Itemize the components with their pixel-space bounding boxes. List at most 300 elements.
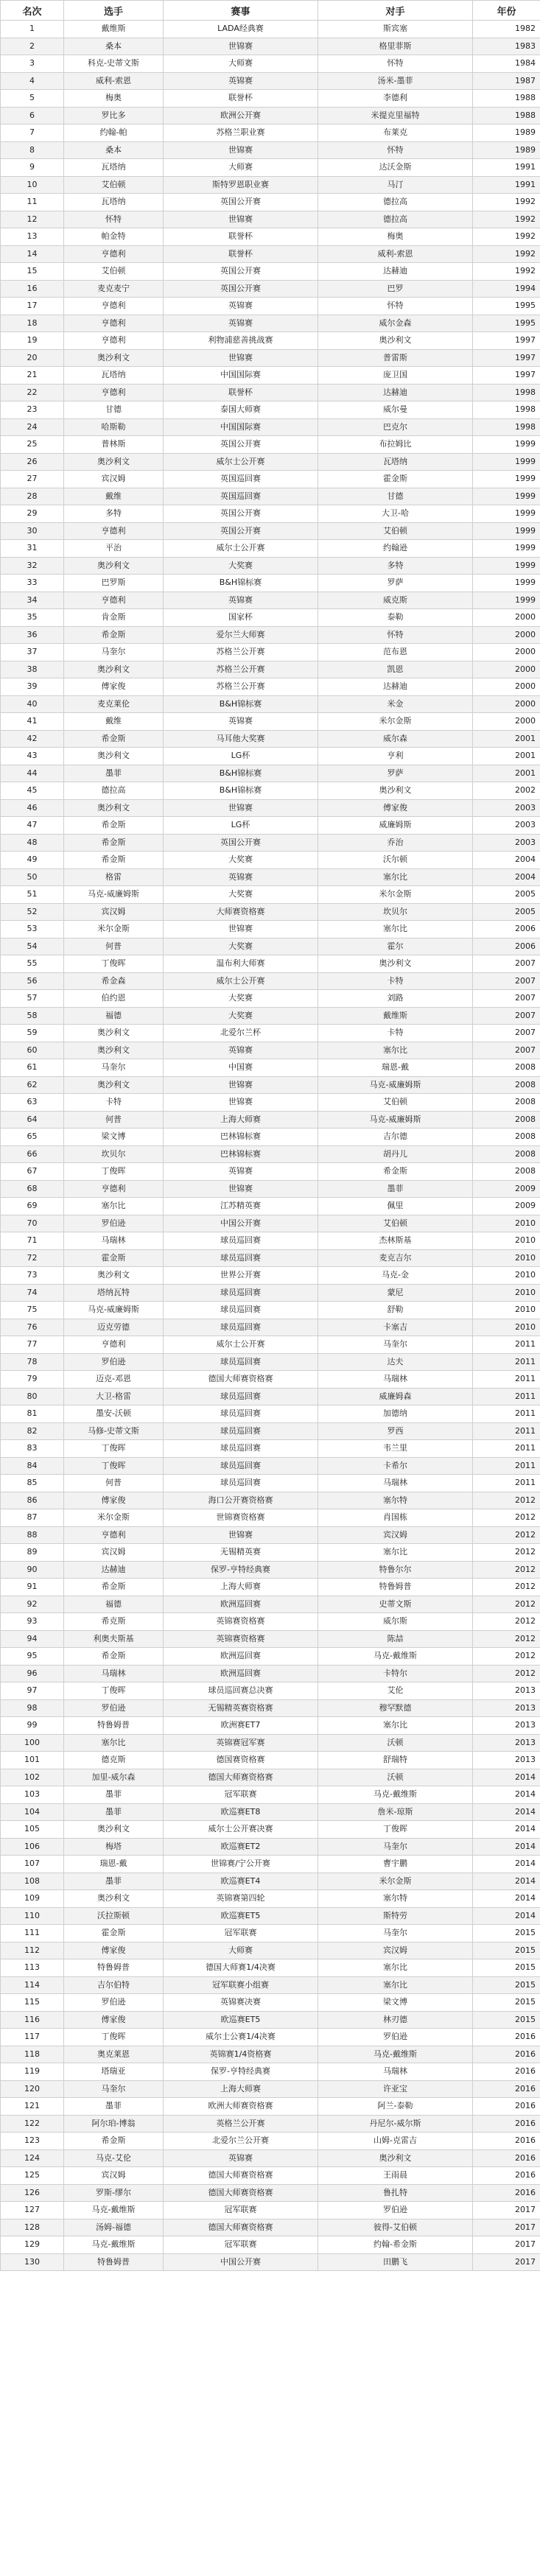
cell-rank: 74 [1,1284,64,1302]
cell-opponent: 威利-索恩 [318,245,473,263]
cell-event: 利物浦慈善挑战赛 [164,332,318,350]
cell-year: 1999 [473,453,540,471]
table-row [1,522,540,540]
cell-rank: 48 [1,834,64,852]
cell-year: 2009 [473,1180,540,1198]
table-row [1,2133,540,2150]
cell-event: 泰国大师赛 [164,401,318,419]
cell-year: 2001 [473,765,540,782]
cell-opponent: 威尔曼 [318,401,473,419]
cell-opponent: 罗西 [318,1422,473,1440]
cell-opponent: 卡特尔 [318,1665,473,1682]
cell-year: 1999 [473,540,540,558]
table-row [1,1907,540,1925]
cell-event: 欧巡赛ET8 [164,1803,318,1821]
cell-year: 2011 [473,1388,540,1405]
table-row [1,418,540,436]
cell-opponent: 达赫迪 [318,384,473,401]
cell-rank: 42 [1,730,64,748]
cell-player: 塞尔比 [64,1734,164,1752]
cell-opponent: 卡特 [318,1025,473,1042]
cell-rank: 88 [1,1526,64,1544]
cell-year: 2013 [473,1734,540,1752]
cell-event: 英锦赛资格赛 [164,1613,318,1631]
cell-opponent: 约翰-希金斯 [318,2236,473,2254]
cell-event: 苏格兰公开赛 [164,678,318,696]
table-row [1,1630,540,1648]
cell-rank: 118 [1,2046,64,2063]
cell-rank: 123 [1,2133,64,2150]
table-row [1,1613,540,1631]
cell-year: 1998 [473,418,540,436]
cell-player: 马奎尔 [64,644,164,661]
cell-opponent: 米尔金斯 [318,886,473,904]
cell-player: 瓦塔纳 [64,159,164,177]
table-row [1,55,540,73]
table-row [1,1215,540,1232]
cell-player: 坎贝尔 [64,1145,164,1163]
cell-rank: 28 [1,488,64,505]
cell-player: 奥沙利文 [64,1890,164,1908]
cell-opponent: 巴罗 [318,280,473,298]
cell-event: 英国巡回赛 [164,471,318,488]
cell-rank: 102 [1,1769,64,1786]
cell-opponent: 霍金斯 [318,471,473,488]
cell-player: 奥沙利文 [64,799,164,817]
cell-opponent: 戴维斯 [318,1007,473,1025]
cell-year: 2008 [473,1059,540,1077]
cell-opponent: 威尔金森 [318,315,473,332]
cell-event: 世锦赛 [164,1094,318,1112]
cell-year: 2014 [473,1856,540,1873]
cell-rank: 109 [1,1890,64,1908]
cell-player: 霍金斯 [64,1925,164,1942]
cell-event: 德国大师赛资格赛 [164,1769,318,1786]
cell-year: 2014 [473,1786,540,1804]
cell-year: 2000 [473,695,540,713]
cell-event: 世锦赛 [164,799,318,817]
table-row [1,1942,540,1959]
table-row [1,1994,540,2012]
cell-opponent: 达沃金斯 [318,159,473,177]
cell-opponent: 汤米-墨菲 [318,72,473,90]
cell-player: 马修-史蒂文斯 [64,1422,164,1440]
cell-player: 何普 [64,938,164,955]
cell-player: 戴维 [64,713,164,731]
table-row [1,575,540,592]
cell-event: 英锦赛 [164,1042,318,1059]
cell-rank: 76 [1,1319,64,1336]
table-header-row [1,1,540,21]
cell-rank: 31 [1,540,64,558]
cell-rank: 114 [1,1976,64,1994]
cell-year: 2012 [473,1665,540,1682]
cell-opponent: 林刃德 [318,2011,473,2029]
cell-year: 2000 [473,609,540,627]
cell-event: 苏格兰公开赛 [164,661,318,678]
table-row [1,609,540,627]
table-row [1,678,540,696]
cell-event: 英国巡回赛 [164,488,318,505]
cell-event: 欧洲赛ET7 [164,1717,318,1735]
cell-year: 2004 [473,852,540,869]
table-row [1,695,540,713]
cell-player: 何普 [64,1475,164,1492]
cell-year: 2016 [473,2080,540,2098]
cell-event: B&H锦标赛 [164,765,318,782]
cell-opponent: 坎贝尔 [318,903,473,921]
cell-rank: 13 [1,228,64,246]
cell-rank: 107 [1,1856,64,1873]
cell-year: 2001 [473,730,540,748]
cell-opponent: 马克-戴维斯 [318,2046,473,2063]
table-row [1,1786,540,1804]
cell-opponent: 米金 [318,695,473,713]
cell-rank: 8 [1,141,64,159]
cell-event: 中国公开赛 [164,1215,318,1232]
cell-rank: 106 [1,1838,64,1856]
cell-year: 2008 [473,1076,540,1094]
table-row [1,2046,540,2063]
cell-year: 1988 [473,90,540,108]
cell-player: 沃拉斯顿 [64,1907,164,1925]
table-row [1,1198,540,1215]
cell-event: B&H锦标赛 [164,782,318,800]
cell-rank: 111 [1,1925,64,1942]
cell-player: 瓦塔纳 [64,194,164,211]
cell-event: 世锦赛资格赛 [164,1509,318,1527]
cell-rank: 89 [1,1544,64,1562]
cell-player: 特鲁姆普 [64,1959,164,1977]
cell-event: 大奖赛 [164,938,318,955]
cell-event: 世锦赛 [164,1180,318,1198]
cell-year: 2012 [473,1579,540,1596]
cell-rank: 29 [1,505,64,523]
cell-rank: 9 [1,159,64,177]
table-row [1,159,540,177]
cell-year: 1991 [473,176,540,194]
cell-year: 2011 [473,1475,540,1492]
cell-opponent: 塞尔比 [318,921,473,938]
cell-year: 2016 [473,2167,540,2185]
cell-player: 甘德 [64,401,164,419]
table-row [1,21,540,38]
cell-year: 1989 [473,141,540,159]
cell-year: 1998 [473,384,540,401]
cell-year: 2005 [473,886,540,904]
cell-rank: 62 [1,1076,64,1094]
cell-rank: 17 [1,298,64,315]
cell-player: 亨德利 [64,332,164,350]
cell-rank: 39 [1,678,64,696]
table-row [1,124,540,142]
table-row [1,1249,540,1267]
cell-event: 威尔士公开赛 [164,1336,318,1354]
cell-opponent: 达赫迪 [318,678,473,696]
cell-rank: 99 [1,1717,64,1735]
cell-rank: 101 [1,1752,64,1769]
cell-event: 欧洲大师赛资格赛 [164,2098,318,2116]
cell-year: 2017 [473,2253,540,2271]
cell-opponent: 塞尔比 [318,1042,473,1059]
cell-event: 巴林锦标赛 [164,1145,318,1163]
cell-opponent: 泰勒 [318,609,473,627]
cell-event: 联誉杯 [164,90,318,108]
cell-opponent: 德拉高 [318,211,473,228]
cell-year: 2006 [473,921,540,938]
cell-rank: 116 [1,2011,64,2029]
table-row [1,938,540,955]
cell-player: 格雷 [64,868,164,886]
table-row [1,280,540,298]
table-row [1,886,540,904]
cell-year: 1994 [473,280,540,298]
cell-rank: 25 [1,436,64,454]
cell-player: 马克-戴维斯 [64,2236,164,2254]
cell-year: 1983 [473,38,540,55]
table-row [1,228,540,246]
cell-rank: 94 [1,1630,64,1648]
header-player: 选手 [64,1,164,21]
cell-event: 世锦赛 [164,349,318,367]
cell-opponent: 马奎尔 [318,1925,473,1942]
cell-opponent: 马汀 [318,176,473,194]
cell-rank: 104 [1,1803,64,1821]
cell-event: 英锦赛 [164,713,318,731]
table-row [1,1302,540,1319]
cell-opponent: 许亚宝 [318,2080,473,2098]
cell-opponent: 吉尔德 [318,1129,473,1146]
cell-opponent: 威尔斯 [318,1613,473,1631]
cell-opponent: 达夫 [318,1353,473,1371]
cell-rank: 50 [1,868,64,886]
cell-event: 球员巡回赛 [164,1284,318,1302]
table-row [1,1976,540,1994]
cell-player: 迈克-邓恩 [64,1371,164,1389]
cell-player: 达赫迪 [64,1561,164,1579]
table-row [1,401,540,419]
cell-rank: 2 [1,38,64,55]
table-row [1,1163,540,1181]
cell-year: 2008 [473,1129,540,1146]
cell-year: 1992 [473,211,540,228]
cell-player: 戴维 [64,488,164,505]
cell-rank: 65 [1,1129,64,1146]
table-row [1,1076,540,1094]
cell-event: LG杯 [164,817,318,835]
cell-rank: 67 [1,1163,64,1181]
cell-rank: 61 [1,1059,64,1077]
cell-opponent: 大卫-哈 [318,505,473,523]
cell-opponent: 马奎尔 [318,1336,473,1354]
table-row [1,38,540,55]
header-rank: 名次 [1,1,64,21]
cell-opponent: 卡希尔 [318,1457,473,1475]
cell-year: 2015 [473,1925,540,1942]
cell-event: 英锦赛决赛 [164,1994,318,2012]
cell-year: 2011 [473,1405,540,1423]
cell-year: 2015 [473,1942,540,1959]
cell-event: 球员巡回赛总决赛 [164,1682,318,1700]
cell-year: 2007 [473,972,540,990]
cell-opponent: 凯恩 [318,661,473,678]
cell-opponent: 斯宾塞 [318,21,473,38]
table-row [1,1665,540,1682]
cell-rank: 129 [1,2236,64,2254]
table-row [1,1803,540,1821]
cell-opponent: 鲁扎特 [318,2184,473,2202]
cell-player: 塞尔比 [64,1198,164,1215]
cell-event: 德国赛资格赛 [164,1752,318,1769]
cell-rank: 108 [1,1873,64,1890]
table-row [1,1648,540,1666]
cell-player: 亨德利 [64,315,164,332]
cell-opponent: 马克-戴维斯 [318,1648,473,1666]
cell-rank: 3 [1,55,64,73]
table-row [1,1422,540,1440]
cell-player: 希金森 [64,972,164,990]
cell-year: 2011 [473,1371,540,1389]
cell-player: 丁俊晖 [64,955,164,973]
cell-event: 威尔士公开赛 [164,540,318,558]
table-row [1,1579,540,1596]
cell-year: 2012 [473,1561,540,1579]
cell-year: 2016 [473,2149,540,2167]
cell-player: 艾伯顿 [64,263,164,281]
cell-rank: 96 [1,1665,64,1682]
cell-opponent: 肖国栋 [318,1509,473,1527]
cell-player: 福德 [64,1596,164,1613]
cell-opponent: 威克斯 [318,592,473,609]
cell-event: 国家杯 [164,609,318,627]
table-row [1,1526,540,1544]
table-row [1,505,540,523]
cell-player: 亨德利 [64,1180,164,1198]
table-row [1,453,540,471]
cell-rank: 37 [1,644,64,661]
cell-event: 球员巡回赛 [164,1422,318,1440]
cell-opponent: 宾汉姆 [318,1942,473,1959]
cell-event: 英锦赛 [164,298,318,315]
cell-event: 中国赛 [164,1059,318,1077]
cell-year: 2013 [473,1699,540,1717]
table-row [1,2098,540,2116]
cell-event: 英锦赛 [164,2149,318,2167]
cell-year: 1988 [473,107,540,124]
cell-player: 巴罗斯 [64,575,164,592]
cell-opponent: 庞卫国 [318,367,473,385]
cell-opponent: 曹宇鹏 [318,1856,473,1873]
cell-opponent: 梅奥 [318,228,473,246]
cell-opponent: 米提克里福特 [318,107,473,124]
cell-event: 球员巡回赛 [164,1249,318,1267]
cell-year: 2005 [473,903,540,921]
table-row [1,1025,540,1042]
cell-player: 希金斯 [64,1648,164,1666]
table-row [1,1596,540,1613]
cell-year: 2015 [473,1959,540,1977]
cell-opponent: 罗伯逊 [318,2202,473,2219]
table-row [1,1856,540,1873]
cell-event: 中国国际赛 [164,418,318,436]
cell-player: 米尔金斯 [64,921,164,938]
cell-rank: 130 [1,2253,64,2271]
cell-player: 奥沙利文 [64,1042,164,1059]
cell-opponent: 佩里 [318,1198,473,1215]
cell-opponent: 米尔金斯 [318,713,473,731]
cell-player: 马克-威廉姆斯 [64,1302,164,1319]
cell-rank: 86 [1,1492,64,1509]
cell-rank: 40 [1,695,64,713]
cell-event: 英锦赛 [164,592,318,609]
cell-opponent: 傅家俊 [318,799,473,817]
cell-year: 2011 [473,1336,540,1354]
cell-player: 墨菲 [64,1803,164,1821]
cell-opponent: 米尔金斯 [318,1873,473,1890]
cell-event: B&H锦标赛 [164,695,318,713]
cell-rank: 103 [1,1786,64,1804]
cell-rank: 35 [1,609,64,627]
cell-player: 亨德利 [64,1526,164,1544]
cell-event: 中国国际赛 [164,367,318,385]
cell-year: 2014 [473,1769,540,1786]
cell-event: 上海大师赛 [164,1111,318,1129]
cell-event: 欧巡赛ET5 [164,1907,318,1925]
cell-player: 迈克劳德 [64,1319,164,1336]
cell-year: 2000 [473,713,540,731]
cell-opponent: 李德利 [318,90,473,108]
table-row [1,1094,540,1112]
cell-year: 2016 [473,2098,540,2116]
table-row [1,349,540,367]
cell-year: 1999 [473,575,540,592]
cell-year: 2014 [473,1907,540,1925]
cell-opponent: 瓦塔纳 [318,453,473,471]
table-row [1,540,540,558]
cell-player: 德克斯 [64,1752,164,1769]
cell-rank: 44 [1,765,64,782]
cell-year: 2014 [473,1821,540,1839]
cell-event: 江苏精英赛 [164,1198,318,1215]
table-row [1,367,540,385]
cell-rank: 23 [1,401,64,419]
cell-opponent: 希金斯 [318,1163,473,1181]
cell-opponent: 约翰逊 [318,540,473,558]
cell-event: 联誉杯 [164,228,318,246]
cell-rank: 60 [1,1042,64,1059]
cell-player: 哈斯勒 [64,418,164,436]
cell-year: 1999 [473,471,540,488]
cell-rank: 5 [1,90,64,108]
cell-player: 希金斯 [64,852,164,869]
cell-opponent: 多特 [318,557,473,575]
cell-player: 吉尔伯特 [64,1976,164,1994]
cell-year: 2016 [473,2029,540,2046]
cell-year: 2007 [473,1025,540,1042]
table-row [1,748,540,765]
cell-rank: 22 [1,384,64,401]
cell-rank: 126 [1,2184,64,2202]
cell-event: 英锦赛1/4资格赛 [164,2046,318,2063]
cell-year: 2016 [473,2046,540,2063]
cell-rank: 78 [1,1353,64,1371]
cell-player: 罗比多 [64,107,164,124]
cell-player: 利奥夫斯基 [64,1630,164,1648]
cell-year: 2012 [473,1509,540,1527]
cell-opponent: 穆罕默德 [318,1699,473,1717]
cell-year: 2014 [473,1803,540,1821]
cell-player: 傅家俊 [64,1492,164,1509]
